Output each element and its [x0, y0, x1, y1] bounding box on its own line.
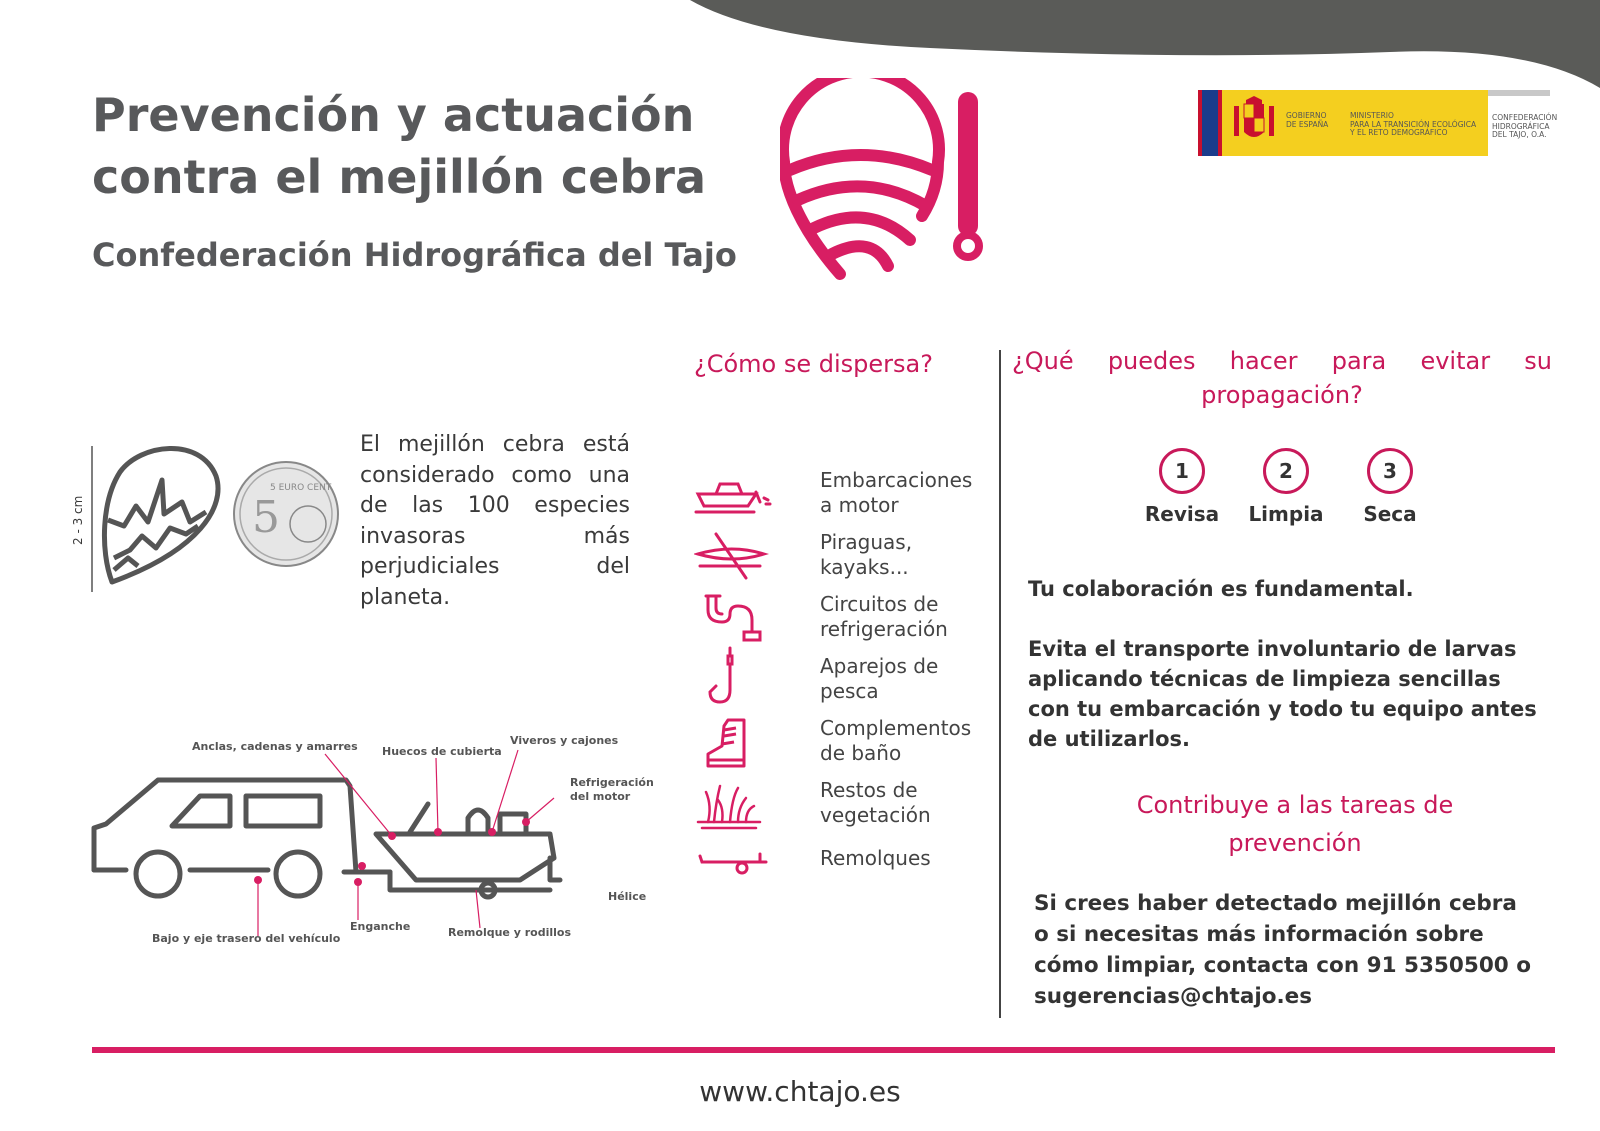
title-line-2: contra el mejillón cebra — [92, 150, 707, 204]
government-logo — [1198, 90, 1558, 160]
contribute-line-2: prevención — [1228, 829, 1362, 857]
step-revisa — [1132, 448, 1232, 526]
footer-rule — [92, 1047, 1555, 1053]
collab-paragraph-2: Evita el transporte involuntario de larvas aplicando técnicas de limpieza sencillas con tu embarcación y todo tu equipo antes de utilizarlos. — [1028, 637, 1537, 751]
label-refrigeracion-1: Refrigeración — [570, 776, 654, 789]
size-label: 2 - 3 cm — [71, 495, 85, 545]
step-label-2: Limpia — [1248, 502, 1324, 526]
disperse-title: ¿Cómo se dispersa? — [694, 350, 933, 378]
step-label-3: Seca — [1363, 502, 1417, 526]
logo-confederacion-text: CONFEDERACIÓN HIDROGRÁFICA DEL TAJO, O.A. — [1492, 113, 1558, 139]
disperse-item-vegetation: Restos de vegetación — [820, 778, 931, 827]
page-title — [92, 84, 772, 208]
contribute-heading — [1080, 786, 1510, 862]
pipe-icon — [694, 592, 774, 648]
svg-text:5: 5 — [252, 492, 280, 543]
label-huecos: Huecos de cubierta — [382, 745, 502, 758]
mussel-description: El mejillón cebra está considerado como una de las 100 especies invasoras más perjudiciales del planeta. — [360, 432, 630, 610]
step-label-1: Revisa — [1144, 502, 1220, 526]
boat-trailer-diagram — [80, 734, 660, 970]
coat-of-arms-icon — [1230, 96, 1278, 150]
label-bajo: Bajo y eje trasero del vehículo — [152, 932, 341, 945]
step-limpia — [1236, 448, 1336, 526]
disperse-item-trailers: Remolques — [820, 846, 931, 870]
website-link[interactable]: www.chtajo.es — [699, 1075, 901, 1108]
contribute-line-1: Contribuye a las tareas de — [1136, 791, 1454, 819]
disperse-item-motorboats: Embarcaciones a motor — [820, 468, 973, 517]
contact-text: Si crees haber detectado mejillón cebra o si necesitas más información sobre cómo limpiar, contacta con 91 5350500 o sugerencias@chtajo.es — [1034, 891, 1531, 1009]
label-refrigeracion-2: del motor — [570, 790, 631, 803]
coin-text: 5 EURO CENT — [270, 483, 332, 493]
top-wave-decoration — [0, 0, 1600, 90]
label-viveros: Viveros y cajones — [510, 734, 619, 747]
logo-ministerio-text: MINISTERIO PARA LA TRANSICIÓN ECOLÓGICA Y EL RETO DEMOGRÁFICO — [1350, 111, 1477, 137]
title-line-1: Prevención y actuación — [92, 88, 695, 142]
collab-paragraph-1: Tu colaboración es fundamental. — [1028, 577, 1414, 601]
label-remolque: Remolque y rodillos — [448, 926, 571, 939]
eu-stripe — [1202, 90, 1218, 156]
mussel-and-coin-illustration — [90, 440, 350, 600]
logo-grey-bar — [1488, 90, 1550, 96]
prevention-title: ¿Qué puedes hacer para evitar su propagación? — [1012, 347, 1552, 409]
label-helice: Hélice — [608, 890, 647, 903]
alert-pin-icon — [780, 78, 1010, 290]
boot-icon — [694, 716, 774, 772]
logo-gobierno-text: GOBIERNO DE ESPAÑA — [1286, 111, 1329, 129]
step-seca — [1340, 448, 1440, 526]
collaboration-text — [1028, 574, 1538, 784]
trailer-icon — [694, 844, 774, 884]
label-anclas: Anclas, cadenas y amarres — [192, 740, 358, 753]
step-number-2: 2 — [1263, 448, 1309, 494]
label-enganche: Enganche — [350, 920, 411, 933]
disperse-item-fishing: Aparejos de pesca — [820, 654, 939, 703]
fishhook-icon — [694, 646, 774, 710]
disperse-item-kayaks: Piraguas, kayaks... — [820, 530, 913, 579]
disperse-item-cooling: Circuitos de refrigeración — [820, 592, 948, 641]
step-number-3: 3 — [1367, 448, 1413, 494]
motorboat-icon — [694, 468, 774, 524]
page-subtitle: Confederación Hidrográfica del Tajo — [92, 236, 737, 274]
disperse-item-swim: Complementos de baño — [820, 716, 972, 765]
kayak-icon — [694, 530, 774, 586]
column-divider — [999, 350, 1001, 1018]
vegetation-icon — [694, 778, 774, 834]
step-number-1: 1 — [1159, 448, 1205, 494]
